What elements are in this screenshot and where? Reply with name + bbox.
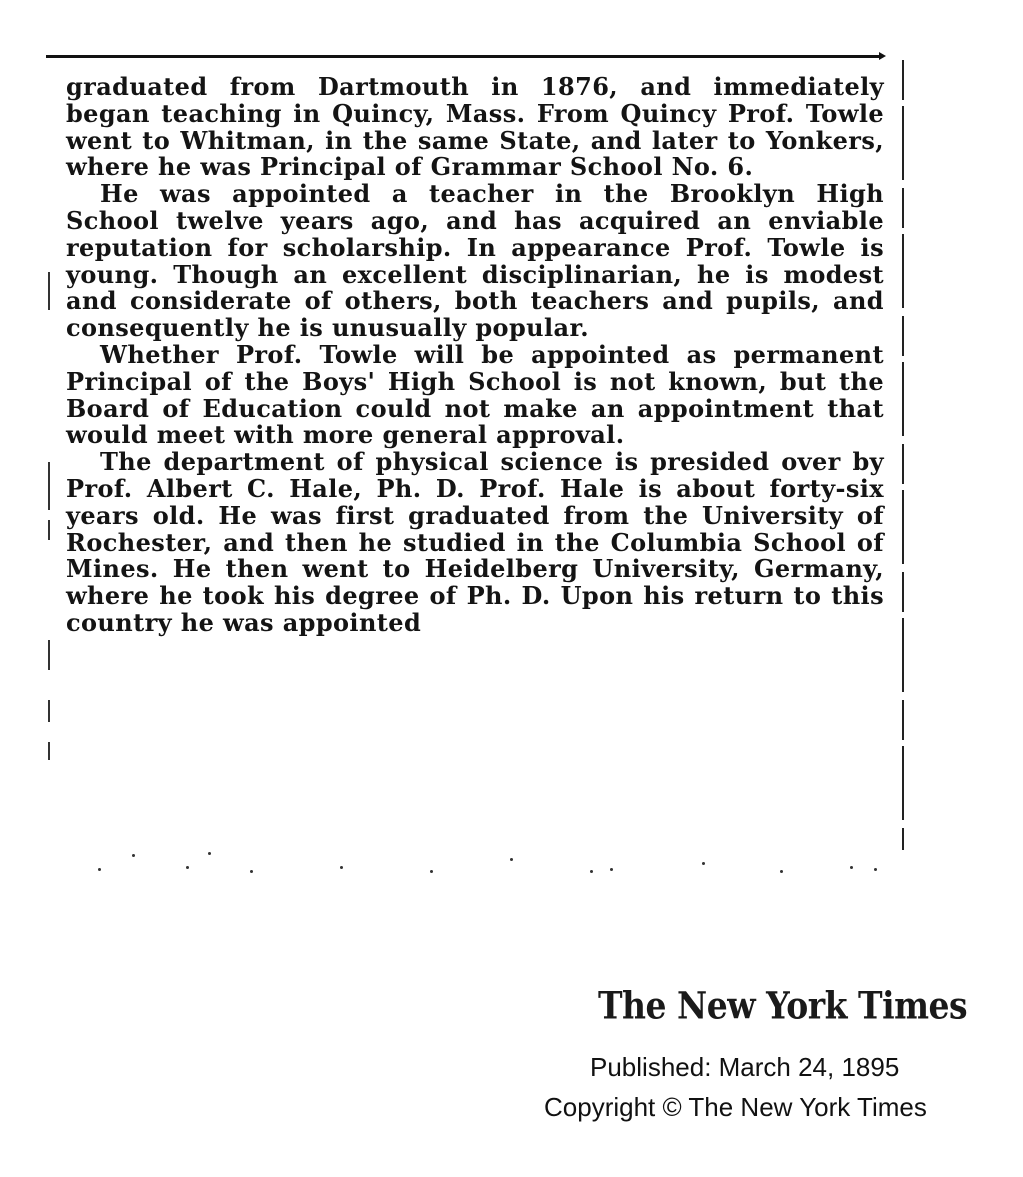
left-margin-mark — [48, 700, 50, 722]
article-paragraph: The department of physical science is presided over by Prof. Albert C. Hale, Ph. D. Prof. Hale is about forty-six years old. He was first graduated from the University of Rochester, and then he studied in the Columbia School of Mines. He then went to Heidelberg University, Germany, where he took his degree of Ph. D. Upon his return to this country he was appointed — [66, 447, 884, 637]
right-column-rule — [902, 60, 904, 850]
left-margin-mark — [48, 742, 50, 760]
article-paragraph: graduated from Dartmouth in 1876, and immediately began teaching in Quincy, Mass. From Quincy Prof. Towle went to Whitman, in the same State, and later to Yonkers, where he was Principal of Grammar School No. 6. — [66, 72, 884, 182]
scan-noise — [90, 848, 890, 878]
article-body — [66, 74, 884, 637]
copyright-notice: Copyright © The New York Times — [544, 1092, 927, 1122]
left-margin-mark — [48, 272, 50, 310]
article-paragraph: Whether Prof. Towle will be appointed as permanent Principal of the Boys' High School is not known, but the Board of Education could not make an appointment that would meet with more general approval. — [66, 339, 884, 450]
left-margin-mark — [48, 520, 50, 540]
nyt-masthead-logo: The New York Times — [598, 984, 968, 1028]
article-paragraph: He was appointed a teacher in the Brooklyn High School twelve years ago, and has acquired an enviable reputation for scholarship. In appearance Prof. Towle is young. Though an excellent disciplinarian, he is modest and considerate of others, both teachers and pupils, and consequently he is unusually popular. — [66, 179, 884, 343]
published-date: Published: March 24, 1895 — [590, 1052, 900, 1082]
top-column-rule — [46, 55, 880, 58]
left-margin-mark — [48, 640, 50, 670]
left-margin-mark — [48, 462, 50, 510]
